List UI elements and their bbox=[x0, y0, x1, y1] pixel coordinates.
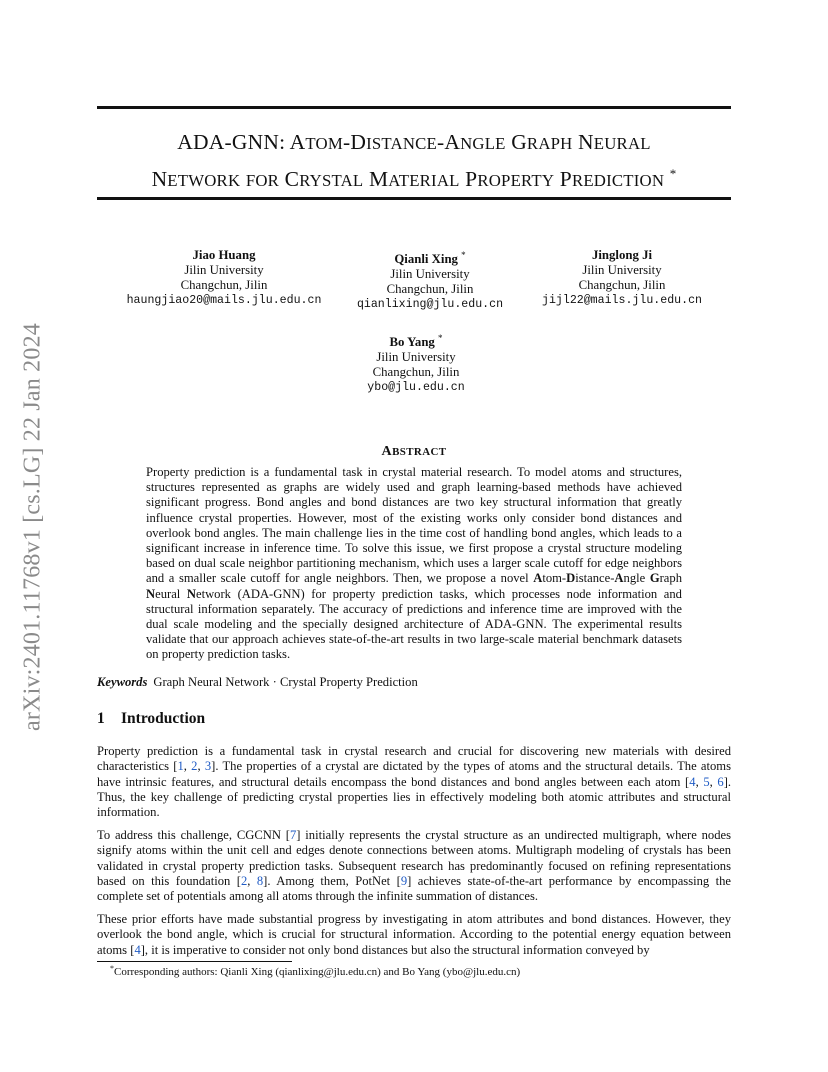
author-name: Jiao Huang bbox=[192, 248, 256, 262]
title-word: PREDICTION bbox=[559, 167, 665, 191]
section-number: 1 bbox=[97, 710, 105, 727]
paper-title bbox=[97, 127, 731, 196]
intro-paragraph-3: These prior efforts have made substantial progress by investigating in atom attributes and bond distances. However, they overlook the bond angle, which is crucial for structural information. According to the potential energy equation between atoms [4], it is imperative to consider not only bond distances but also the structural information conveyed by bbox=[97, 912, 731, 957]
model-name-initial: A bbox=[614, 571, 624, 586]
footnote-marker: * bbox=[110, 964, 114, 973]
author-name: Bo Yang bbox=[389, 335, 435, 349]
author-email[interactable]: haungjiao20@mails.jlu.edu.cn bbox=[126, 294, 322, 307]
author-name: Qianli Xing bbox=[394, 252, 458, 266]
citation-link[interactable]: 6 bbox=[717, 774, 724, 789]
arxiv-identifier: arXiv:2401.11768v1 [cs.LG] 22 Jan 2024 bbox=[19, 323, 46, 731]
model-name-initial: G bbox=[649, 571, 660, 586]
footnote bbox=[110, 964, 520, 978]
model-name-initial: N bbox=[146, 586, 156, 601]
title-line-2 bbox=[152, 167, 665, 191]
citation-link[interactable]: 7 bbox=[289, 828, 297, 842]
title-rule-bottom bbox=[97, 197, 731, 200]
author-location: Changchun, Jilin bbox=[386, 282, 474, 296]
title-word: ABSTRACT bbox=[381, 444, 447, 459]
author-block bbox=[320, 248, 540, 312]
title-word: PROPERTY bbox=[465, 167, 555, 191]
model-name-initial: N bbox=[186, 586, 196, 601]
author-block bbox=[114, 248, 334, 308]
abstract-text-part: Property prediction is a fundamental task in crystal material research. To model atoms and structures, structures represented as graphs are widely used and graph learning-based methods have achieved significant progress. Bond angles and bond distances are two key structural information that greatly influence crystal properties. However, most of the existing works only consider bond distances and overlook bond angles. The main challenge lies in the time cost of handling bond angles, which leads to a significant increase in inference time. To solve this issue, we first propose a crystal structure modeling based on dual scale neighbor partitioning mechanism, which uses a larger scale cutoff for edge neighbors and a smaller scale cutoff for angle neighbors. Then, we propose a novel bbox=[146, 465, 682, 586]
footnote-rule bbox=[97, 961, 292, 962]
model-full-name: Atom-Distance-Angle Graph Neural Network bbox=[146, 571, 682, 601]
author-email[interactable]: jijl22@mails.jlu.edu.cn bbox=[541, 294, 703, 307]
author-name-wrap bbox=[306, 331, 526, 350]
abstract-text bbox=[146, 465, 682, 663]
footnote-text: Corresponding authors: Qianli Xing (qianlixing@jlu.edu.cn) and Bo Yang (ybo@jlu.edu.cn) bbox=[114, 966, 521, 978]
keywords-label: Keywords bbox=[97, 675, 148, 689]
author-block bbox=[306, 331, 526, 395]
author-email[interactable]: ybo@jlu.edu.cn bbox=[367, 381, 465, 394]
section-title: Introduction bbox=[121, 710, 206, 727]
abstract-heading bbox=[97, 444, 731, 460]
title-word: GRAPH bbox=[511, 130, 573, 154]
title-word: ADA-GNN: bbox=[177, 130, 286, 154]
section-heading bbox=[97, 710, 205, 728]
citation-link[interactable]: 4 bbox=[134, 942, 141, 957]
citation-link[interactable]: 3 bbox=[204, 759, 212, 774]
title-word: NETWORK bbox=[151, 167, 241, 191]
author-name: Jinglong Ji bbox=[591, 248, 653, 262]
citation-link[interactable]: 4 bbox=[689, 774, 696, 789]
author-affiliation: Jilin University bbox=[376, 350, 456, 364]
title-word: CRYSTAL bbox=[284, 167, 364, 191]
corresponding-author-marker[interactable]: * bbox=[438, 333, 443, 343]
intro-paragraph-2: To address this challenge, CGCNN [7] initially represents the crystal structure as an undirected multigraph, where nodes signify atoms within the unit cell and edges denote connections between atoms. Multigraph modeling of crystals has been validated in crystal property prediction tasks. Subsequent research has predominantly focused on refining representations based on this foundation [2, 8]. Among them, PotNet [9] achieves state-of-the-art performance by encompassing the complete set of potentials among all atoms through the infinite summation of distances. bbox=[97, 828, 732, 904]
intro-paragraph-1: Property prediction is a fundamental task in crystal research and crucial for discovering new materials with desired characteristics [1, 2, 3]. The properties of a crystal are dictated by the types of atoms and the structural details. The atoms have intrinsic features, and structural details encompass the bond distances and bond angles between each atom [4, 5, 6]. Thus, the key challenge of predicting crystal properties lies in effectively modeling both atomic attributes and structural information. bbox=[97, 744, 732, 820]
author-email[interactable]: qianlixing@jlu.edu.cn bbox=[356, 298, 504, 311]
author-location: Changchun, Jilin bbox=[372, 365, 460, 379]
author-affiliation: Jilin University bbox=[582, 263, 662, 277]
author-affiliation: Jilin University bbox=[390, 267, 470, 281]
author-location: Changchun, Jilin bbox=[180, 278, 268, 292]
title-rule-top bbox=[97, 106, 731, 109]
abstract-text-part: (ADA-GNN) for property prediction tasks, which processes node information and structural information separately. The accuracy of predictions and inference time are improved with the dual scale modeling and the specially designed architecture of ADA-GNN. The experimental results validate that our approach achieves state-of-the-art results in two large-scale material benchmark datasets on property prediction tasks. bbox=[146, 586, 682, 662]
citation-link[interactable]: 9 bbox=[400, 873, 408, 888]
keywords bbox=[97, 675, 418, 690]
corresponding-author-marker[interactable]: * bbox=[461, 250, 466, 260]
title-word: FOR bbox=[245, 171, 280, 190]
citation-link[interactable]: 5 bbox=[703, 774, 710, 789]
author-block bbox=[512, 248, 732, 308]
title-word: ATOM-DISTANCE-ANGLE bbox=[289, 130, 506, 154]
citation-link[interactable]: 2 bbox=[191, 759, 198, 774]
title-line-1 bbox=[97, 127, 731, 159]
citation-link[interactable]: 8 bbox=[256, 873, 264, 888]
author-name-wrap bbox=[320, 248, 540, 267]
title-footnote-marker: * bbox=[669, 166, 677, 181]
author-affiliation: Jilin University bbox=[184, 263, 264, 277]
model-name-initial: A bbox=[533, 571, 543, 586]
title-word: NEURAL bbox=[578, 130, 651, 154]
model-name-initial: D bbox=[566, 571, 576, 586]
title-word: MATERIAL bbox=[368, 167, 460, 191]
keywords-text: Graph Neural Network · Crystal Property Prediction bbox=[153, 675, 418, 689]
citation-link[interactable]: 2 bbox=[240, 873, 248, 888]
title-line-2-wrap bbox=[97, 159, 731, 196]
citation-link[interactable]: 1 bbox=[177, 759, 184, 774]
author-location: Changchun, Jilin bbox=[578, 278, 666, 292]
